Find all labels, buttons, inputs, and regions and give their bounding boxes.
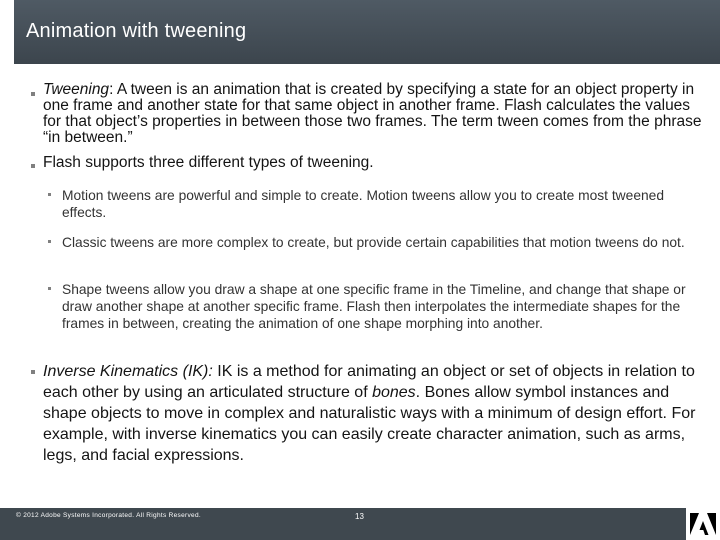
sub-bullet-classic-tweens: Classic tweens are more complex to create, but provide certain capabilities that motion tweens do not.	[62, 235, 685, 250]
copyright-text: © 2012 Adobe Systems Incorporated. All Rights Reserved.	[16, 512, 201, 519]
sub-bullet-marker	[48, 240, 51, 243]
sub-bullet-marker	[48, 287, 51, 290]
sub-bullet-shape-tweens: Shape tweens allow you draw a shape at one specific frame in the Timeline, and change that shape or draw another shape at another specific frame. Flash then interpolates the intermediate shapes for the frames in between, creating the animation of one shape morphing into another.	[62, 282, 686, 331]
bullet-tweening	[43, 82, 703, 146]
bullet-marker	[31, 92, 35, 96]
bullet-inverse-kinematics	[43, 361, 703, 466]
bullet-marker	[31, 370, 35, 374]
sub-bullet-motion-tweens: Motion tweens are powerful and simple to create. Motion tweens allow you to create most tweened effects.	[62, 188, 665, 220]
bullet-text: IK is a method for animating an object or set of objects in relation to each other by using an articulated structure of	[43, 363, 695, 401]
bullet-term: Tweening	[43, 81, 110, 98]
adobe-logo-icon	[686, 508, 720, 540]
slide-header	[0, 0, 720, 64]
bullet-tween-types: Flash supports three different types of tweening.	[43, 154, 374, 171]
page-number: 13	[355, 512, 364, 521]
bullet-term: Inverse Kinematics (IK):	[43, 363, 213, 380]
slide-footer	[0, 508, 720, 540]
bullet-emphasis: bones	[372, 384, 416, 401]
bullet-text: . Bones allow symbol instances and shape objects to move in complex and naturalistic ways with a minimum of design effort. For example, with inverse kinematics you can easily create character animation, such as arms, legs, and facial expressions.	[43, 384, 696, 464]
slide-title: Animation with tweening	[26, 20, 247, 42]
bullet-marker	[31, 164, 35, 168]
sub-bullet-marker	[48, 193, 51, 196]
bullet-text: : A tween is an animation that is created by specifying a state for an object property in one frame and another state for that same object in another frame. Flash calculates the values for that object’s properties in between those two frames. The term tween comes from the phrase “in between.”	[43, 81, 702, 146]
